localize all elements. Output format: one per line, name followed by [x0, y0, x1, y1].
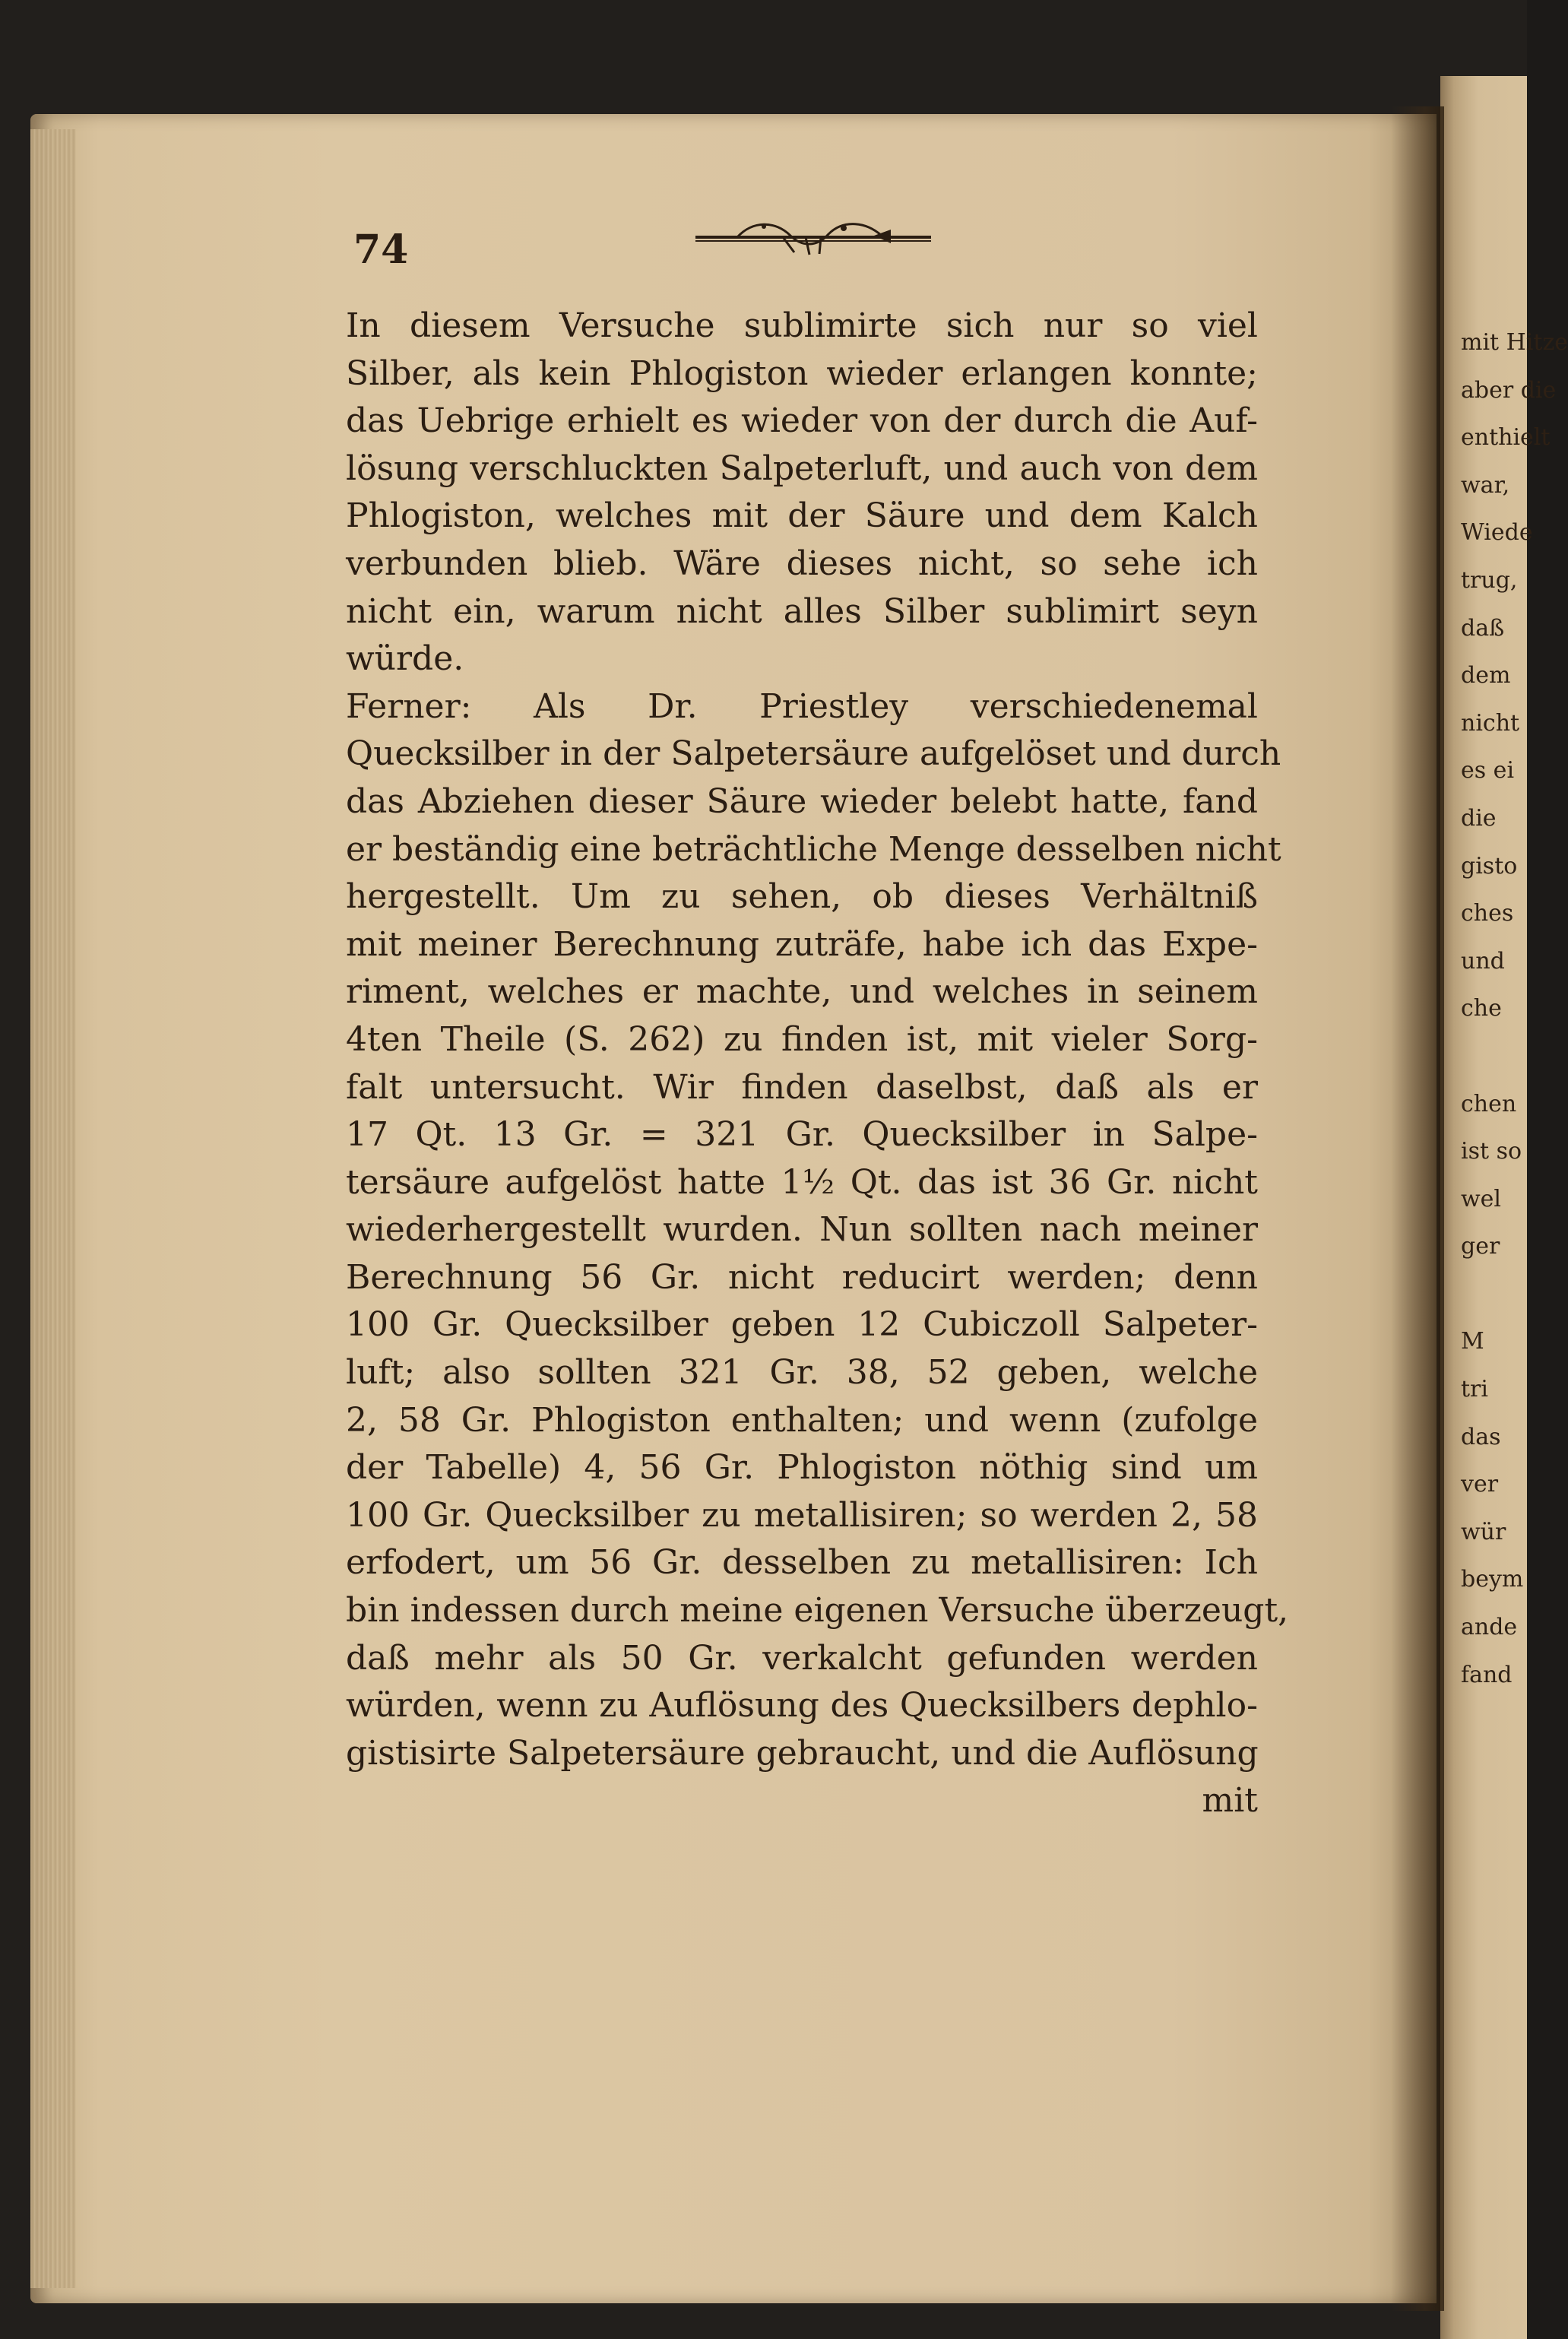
right-page-text: [1461, 319, 1568, 1699]
right-page-fragment: das: [1461, 1423, 1501, 1450]
text-line: tersäure aufgelöst hatte 1½ Qt. das ist 36 Gr. nicht: [346, 1162, 1258, 1202]
text-line: das Abziehen dieser Säure wieder belebt hatte, fand: [346, 781, 1258, 821]
text-line: lösung verschluckten Salpeterluft, und auch von dem: [346, 448, 1258, 488]
text-line: erfodert, um 56 Gr. desselben zu metallisiren: Ich: [346, 1543, 1258, 1583]
text-line: 4ten Theile (S. 262) zu finden ist, mit vieler Sorg-: [346, 1019, 1258, 1059]
main-text-block: [346, 303, 1289, 1825]
text-line: mit meiner Berechnung zuträfe, habe ich das Expe-: [346, 924, 1258, 964]
right-page-fragment: che: [1461, 995, 1502, 1022]
text-line: er beständig eine beträchtliche Menge desselben nicht: [346, 829, 1281, 869]
page-edges: [30, 129, 76, 2288]
text-line: In diesem Versuche sublimirte sich nur so viel: [346, 306, 1258, 345]
text-line: würde.: [346, 639, 464, 679]
text-line: daß mehr als 50 Gr. verkalcht gefunden werden: [346, 1638, 1258, 1678]
right-page-fragment: fand: [1461, 1661, 1513, 1688]
text-line: Quecksilber in der Salpetersäure aufgelöset und durch: [346, 734, 1281, 774]
text-line: 100 Gr. Quecksilber zu metallisiren; so werden 2, 58: [346, 1495, 1258, 1535]
right-page-fragment: und: [1461, 947, 1505, 975]
right-page-fragment: wür: [1461, 1518, 1506, 1545]
right-page-fragment: enthielt: [1461, 424, 1551, 452]
gutter-shadow: [1391, 106, 1444, 2311]
right-page-fragment: nicht: [1461, 709, 1520, 737]
text-line: 17 Qt. 13 Gr. = 321 Gr. Quecksilber in Salpe-: [346, 1115, 1258, 1155]
right-page-fragment: [1461, 1271, 1529, 1319]
right-page-fragment: mit Hitze: [1461, 329, 1568, 356]
text-line: 100 Gr. Quecksilber geben 12 Cubiczoll Salpeter-: [346, 1305, 1258, 1345]
right-page-fragment: ger: [1461, 1233, 1500, 1260]
right-page-fragment: ver: [1461, 1471, 1499, 1498]
right-page-fragment: tri: [1461, 1376, 1488, 1403]
text-line: luft; also sollten 321 Gr. 38, 52 geben, welche: [346, 1353, 1258, 1393]
text-line: verbunden blieb. Wäre dieses nicht, so sehe ich: [346, 544, 1258, 583]
text-line: Ferner: Als Dr. Priestley verschiedenemal: [346, 686, 1258, 726]
right-page-fragment: daß: [1461, 614, 1505, 642]
text-line: das Uebrige erhielt es wieder von der durch die Auf-: [346, 401, 1258, 441]
text-line: würden, wenn zu Auflösung des Quecksilbers dephlo-: [346, 1686, 1258, 1726]
text-line: Berechnung 56 Gr. nicht reducirt werden; denn: [346, 1257, 1258, 1297]
text-line: nicht ein, warum nicht alles Silber sublimirt seyn: [346, 591, 1258, 631]
right-page-fragment: ande: [1461, 1614, 1518, 1641]
right-page-fragment: die: [1461, 804, 1497, 832]
text-line: Silber, als kein Phlogiston wieder erlangen konnte;: [346, 353, 1258, 393]
right-page-fragment: war,: [1461, 471, 1510, 499]
right-page-fragment: aber die: [1461, 376, 1557, 404]
text-line: Phlogiston, welches mit der Säure und dem Kalch: [346, 496, 1258, 536]
right-page-fragment: dem: [1461, 662, 1511, 689]
text-line: bin indessen durch meine eigenen Versuche überzeugt,: [346, 1591, 1289, 1631]
right-page-fragment: gisto: [1461, 852, 1518, 880]
text-line: hergestellt. Um zu sehen, ob dieses Verhältniß: [346, 877, 1258, 917]
right-page-fragment: Wiede: [1461, 519, 1533, 547]
right-page-fragment: ist so: [1461, 1138, 1522, 1165]
text-line: wiederhergestellt wurden. Nun sollten nach meiner: [346, 1210, 1258, 1250]
ornament-rule-icon: [692, 213, 935, 258]
text-line: der Tabelle) 4, 56 Gr. Phlogiston nöthig sind um: [346, 1448, 1258, 1488]
text-line: gistisirte Salpetersäure gebraucht, und die Auflösung: [346, 1733, 1259, 1773]
right-page-fragment: M: [1461, 1328, 1484, 1355]
text-line: 2, 58 Gr. Phlogiston enthalten; und wenn (zufolge: [346, 1400, 1258, 1440]
catchword: mit: [1202, 1781, 1258, 1821]
right-page-fragment: beym: [1461, 1566, 1524, 1593]
right-page-fragment: es ei: [1461, 757, 1515, 784]
right-page-fragment: [1461, 1033, 1529, 1081]
text-line: riment, welches er machte, und welches in seinem: [346, 972, 1258, 1012]
right-page-fragment: ches: [1461, 900, 1514, 927]
right-page-fragment: wel: [1461, 1185, 1502, 1212]
text-line: falt untersucht. Wir finden daselbst, daß als er: [346, 1067, 1258, 1107]
page-number: 74: [353, 227, 409, 273]
right-page-fragment: chen: [1461, 1090, 1517, 1117]
right-page-fragment: trug,: [1461, 566, 1518, 594]
